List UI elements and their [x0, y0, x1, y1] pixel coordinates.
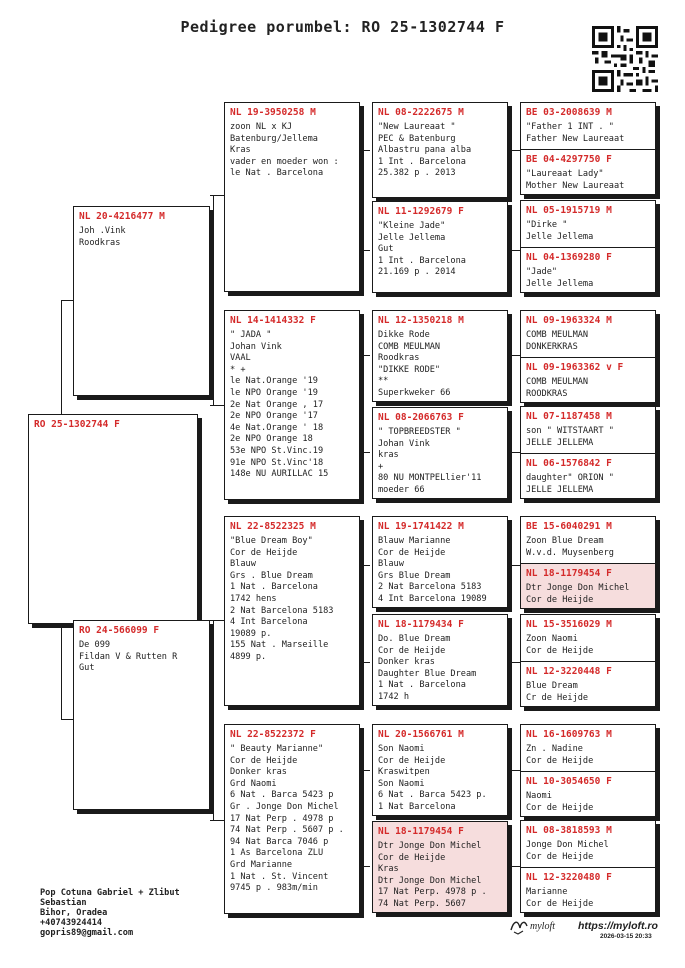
pigeon-card-pair-6 [520, 614, 656, 707]
pigeon-info: Dikke Rode COMB MEULMAN Roodkras "DIKKE RODE" ** Superkweker 66 [378, 330, 451, 398]
owner-name-line: Sebastian [40, 898, 87, 908]
connector-line [508, 355, 520, 356]
ring-number: NL 18-1179454 F [526, 568, 612, 579]
pigeon-card-ss[interactable] [224, 102, 360, 292]
owner-phone: +40743924414 [40, 918, 103, 928]
website-link[interactable]: https://myloft.ro [578, 920, 658, 932]
pigeon-card-dds[interactable] [372, 724, 508, 816]
pigeon-card-sdd[interactable] [372, 407, 508, 499]
connector-line [508, 565, 520, 566]
logo-text: myloft [530, 921, 555, 932]
pigeon-card-g5[interactable] [521, 311, 655, 357]
pigeon-info: "New Laureaat " PEC & Batenburg Albastru pana alba 1 Int . Barcelona 25.382 p . 2013 [378, 122, 472, 179]
pigeon-info: Zn . Nadine Cor de Heijde [526, 744, 594, 766]
connector-line [210, 195, 224, 196]
ring-number: NL 07-1187458 M [526, 411, 612, 422]
ring-number: NL 18-1179454 F [378, 826, 464, 837]
pigeon-card-pair-4 [520, 406, 656, 499]
connector-line [210, 620, 224, 621]
pigeon-card-g8[interactable] [521, 453, 655, 499]
pigeon-info: De 099 Fildan V & Rutten R Gut [79, 640, 178, 674]
connector-line [213, 620, 214, 820]
pigeon-info: "Kleine Jade" Jelle Jellema Gut 1 Int . Barcelona 21.169 p . 2014 [378, 221, 466, 278]
pigeon-card-ds[interactable] [224, 516, 360, 706]
connector-line [61, 300, 73, 301]
pigeon-card-g15[interactable] [521, 821, 655, 867]
ring-number: RO 24-566099 F [79, 625, 160, 636]
owner-name-line: Pop Cotuna Gabriel + Zlibut [40, 888, 180, 898]
pigeon-info: " Beauty Marianne" Cor de Heijde Donker kras Grd Naomi 6 Nat . Barca 5423 p Gr . Jonge Don Michel 17 Nat Perp . 4978 p 74 Nat Perp . 5607 p . 94 Nat Barca 7046 p 1 As Barcelona ZLU Grd Marianne 1 Nat . St. Vincent 9745 p . 983m/min [230, 744, 344, 894]
ring-number: BE 15-6040291 M [526, 521, 612, 532]
pigeon-info: Joh .Vink Roodkras [79, 226, 126, 248]
pigeon-card-g3[interactable] [521, 201, 655, 247]
connector-line [210, 820, 224, 821]
pigeon-info: " TOPBREEDSTER " Johan Vink kras + 80 NU MONTPELlier'11 moeder 66 [378, 427, 482, 495]
pigeon-card-dam[interactable] [73, 620, 210, 810]
owner-location: Bihor, Oradea [40, 908, 108, 918]
connector-line [61, 719, 73, 720]
connector-line [508, 250, 520, 251]
ring-number: NL 10-3054650 F [526, 776, 612, 787]
connector-line [508, 150, 520, 151]
pigeon-card-sire[interactable] [73, 206, 210, 396]
pigeon-info: Zoon Naomi Cor de Heijde [526, 634, 594, 656]
ring-number: NL 20-4216477 M [79, 211, 165, 222]
pigeon-card-sds[interactable] [372, 310, 508, 402]
connector-line [360, 565, 370, 566]
pigeon-card-sss[interactable] [372, 102, 508, 198]
pigeon-card-g4[interactable] [521, 247, 655, 293]
connector-line [360, 250, 370, 251]
pigeon-card-g9[interactable] [521, 517, 655, 563]
pigeon-card-sd[interactable] [224, 310, 360, 500]
connector-line [61, 300, 62, 414]
pigeon-card-dss[interactable] [372, 516, 508, 608]
owner-contact [40, 888, 180, 938]
ring-number: NL 08-3818593 M [526, 825, 612, 836]
pigeon-info: Marianne Cor de Heijde [526, 887, 594, 909]
pigeon-info: Blue Dream Cr de Heijde [526, 681, 589, 703]
ring-number: NL 19-1741422 M [378, 521, 464, 532]
connector-line [213, 195, 214, 405]
pigeon-info: Zoon Blue Dream W.v.d. Muysenberg [526, 536, 614, 558]
connector-line [508, 770, 520, 771]
qr-code-icon [592, 26, 658, 92]
ring-number: NL 12-1350218 M [378, 315, 464, 326]
ring-number: NL 20-1566761 M [378, 729, 464, 740]
myloft-logo-icon [508, 914, 574, 936]
pigeon-card-dsd[interactable] [372, 614, 508, 706]
pigeon-info: Naomi Cor de Heijde [526, 791, 594, 813]
connector-line [360, 452, 370, 453]
page-title: Pedigree porumbel: RO 25-1302744 F [180, 18, 505, 36]
pigeon-info: Blauw Marianne Cor de Heijde Blauw Grs Blue Dream 2 Nat Barcelona 5183 4 Int Barcelona 19089 [378, 536, 487, 604]
connector-line [508, 866, 520, 867]
pigeon-card-g13[interactable] [521, 725, 655, 771]
pigeon-card-dd[interactable] [224, 724, 360, 914]
ring-number: NL 19-3950258 M [230, 107, 316, 118]
ring-number: NL 14-1414332 F [230, 315, 316, 326]
ring-number: NL 06-1576842 F [526, 458, 612, 469]
connector-line [360, 150, 370, 151]
pigeon-card-pair-8 [520, 820, 656, 913]
pigeon-info: zoon NL x KJ Batenburg/Jellema Kras vader en moeder won : le Nat . Barcelona [230, 122, 339, 179]
pigeon-card-ssd[interactable] [372, 201, 508, 293]
pigeon-info: Dtr Jonge Don Michel Cor de Heijde Kras Dtr Jonge Don Michel 17 Nat Perp. 4978 p . 74 Nat Perp. 5607 [378, 841, 487, 909]
pigeon-card-pair-5 [520, 516, 656, 609]
pigeon-info: COMB MEULMAN ROODKRAS [526, 377, 589, 399]
ring-number: NL 12-3220448 F [526, 666, 612, 677]
pigeon-card-g2[interactable] [521, 149, 655, 195]
pigeon-card-g14[interactable] [521, 771, 655, 817]
pigeon-info: "Laureaat Lady" Mother New Laureaat [526, 169, 625, 191]
ring-number: NL 12-3220480 F [526, 872, 612, 883]
ring-number: BE 03-2008639 M [526, 107, 612, 118]
pigeon-card-pair-7 [520, 724, 656, 817]
connector-line [360, 355, 370, 356]
connector-line [508, 662, 520, 663]
connector-line [360, 662, 370, 663]
pigeon-card-pair-1 [520, 102, 656, 195]
connector-line [360, 866, 370, 867]
pigeon-info: "Dirke " Jelle Jellema [526, 220, 594, 242]
pigeon-info [29, 432, 197, 434]
pigeon-info: "Blue Dream Boy" Cor de Heijde Blauw Grs . Blue Dream 1 Nat . Barcelona 1742 hens 2 Nat Barcelona 5183 4 Int Barcelona 19089 p. 155 Nat . Marseille 4899 p. [230, 536, 334, 662]
pigeon-card-ddd[interactable] [372, 821, 508, 913]
pigeon-info: COMB MEULMAN DONKERKRAS [526, 330, 589, 352]
pigeon-card-g10[interactable] [521, 563, 655, 609]
ring-number: NL 22-8522325 M [230, 521, 316, 532]
connector-line [210, 405, 224, 406]
pigeon-card-subject[interactable] [28, 414, 198, 624]
pigeon-info: "Father 1 INT . " Father New Laureaat [526, 122, 625, 144]
connector-line [360, 770, 370, 771]
pigeon-card-g6[interactable] [521, 357, 655, 403]
pigeon-info: daughter" ORION " JELLE JELLEMA [526, 473, 614, 495]
pigeon-card-g12[interactable] [521, 661, 655, 707]
print-date: 2026-03-15 20:33 [600, 933, 652, 940]
pigeon-info: Son Naomi Cor de Heijde Kraswitpen Son Naomi 6 Nat . Barca 5423 p. 1 Nat Barcelona [378, 744, 487, 812]
pigeon-card-g16[interactable] [521, 867, 655, 913]
pigeon-card-g1[interactable] [521, 103, 655, 149]
ring-number: NL 04-1369280 F [526, 252, 612, 263]
owner-email[interactable]: gopris89@gmail.com [40, 928, 134, 938]
ring-number: NL 16-1609763 M [526, 729, 612, 740]
ring-number: NL 09-1963362 v F [526, 362, 624, 373]
ring-number: NL 09-1963324 M [526, 315, 612, 326]
pigeon-info: "Jade" Jelle Jellema [526, 267, 594, 289]
connector-line [508, 452, 520, 453]
ring-number: NL 05-1915719 M [526, 205, 612, 216]
ring-number: NL 08-2066763 F [378, 412, 464, 423]
ring-number: NL 11-1292679 F [378, 206, 464, 217]
ring-number: NL 08-2222675 M [378, 107, 464, 118]
pigeon-info: Do. Blue Dream Cor de Heijde Donker kras Daughter Blue Dream 1 Nat . Barcelona 1742 h [378, 634, 477, 702]
pigeon-card-g7[interactable] [521, 407, 655, 453]
ring-number: NL 15-3516029 M [526, 619, 612, 630]
pigeon-info: " JADA " Johan Vink VAAL * + le Nat.Orange '19 le NPO Orange '19 2e Nat Orange , 17 2e NPO Orange '17 4e Nat.Orange ' 18 2e NPO Orange 18 53e NPO St.Vinc.19 91e NPO St.Vinc'18 148e NU AURILLAC 15 [230, 330, 329, 480]
pigeon-card-pair-3 [520, 310, 656, 403]
connector-line [61, 624, 62, 719]
ring-number: NL 18-1179434 F [378, 619, 464, 630]
ring-number: RO 25-1302744 F [34, 419, 120, 430]
ring-number: NL 22-8522372 F [230, 729, 316, 740]
pigeon-card-pair-2 [520, 200, 656, 293]
pigeon-info: Jonge Don Michel Cor de Heijde [526, 840, 609, 862]
pigeon-info: son " WITSTAART " JELLE JELLEMA [526, 426, 614, 448]
pigeon-card-g11[interactable] [521, 615, 655, 661]
ring-number: BE 04-4297750 F [526, 154, 612, 165]
pigeon-info: Dtr Jonge Don Michel Cor de Heijde [526, 583, 630, 605]
